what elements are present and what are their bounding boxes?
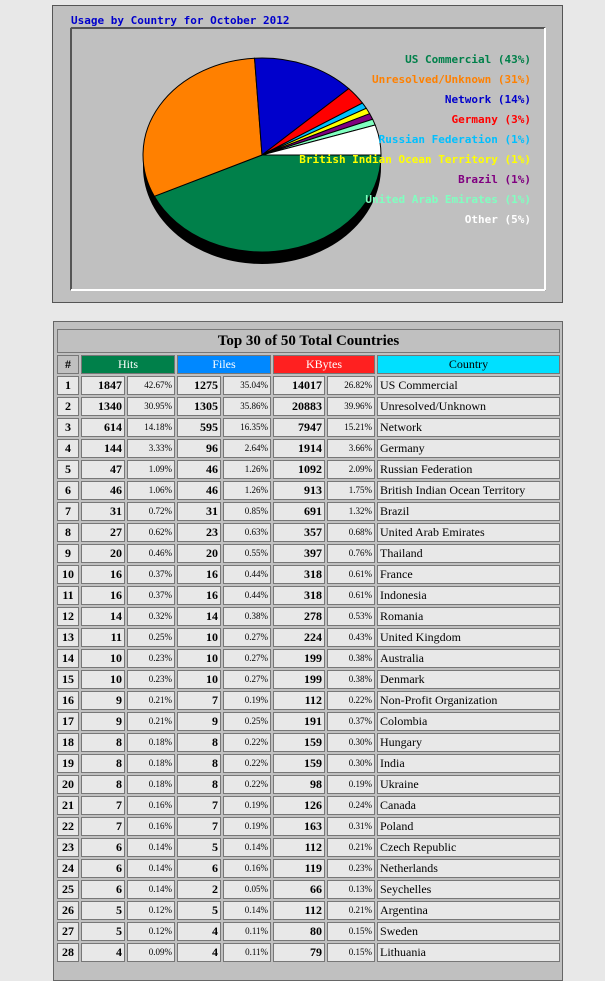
row-hits-pct: 30.95%: [127, 397, 175, 416]
row-files-pct: 0.38%: [223, 607, 271, 626]
row-kbytes: 1914: [273, 439, 325, 458]
row-kbytes-pct: 0.24%: [327, 796, 375, 815]
table-row: [57, 817, 560, 836]
row-rank: 1: [57, 376, 79, 395]
row-files: 1275: [177, 376, 221, 395]
table-row: [57, 838, 560, 857]
row-hits-pct: 42.67%: [127, 376, 175, 395]
row-kbytes-pct: 0.19%: [327, 775, 375, 794]
chart-title: Usage by Country for October 2012: [71, 14, 290, 27]
row-files-pct: 0.22%: [223, 775, 271, 794]
row-kbytes-pct: 0.23%: [327, 859, 375, 878]
table-row: [57, 628, 560, 647]
row-files-pct: 0.16%: [223, 859, 271, 878]
row-hits-pct: 0.23%: [127, 649, 175, 668]
row-rank: 28: [57, 943, 79, 962]
row-rank: 24: [57, 859, 79, 878]
row-country: US Commercial: [377, 376, 560, 395]
row-country: Argentina: [377, 901, 560, 920]
table-row: [57, 481, 560, 500]
row-country: United Kingdom: [377, 628, 560, 647]
row-hits: 614: [81, 418, 125, 437]
row-hits-pct: 0.25%: [127, 628, 175, 647]
row-hits: 6: [81, 880, 125, 899]
row-kbytes: 80: [273, 922, 325, 941]
row-rank: 13: [57, 628, 79, 647]
row-kbytes: 7947: [273, 418, 325, 437]
table-title: Top 30 of 50 Total Countries: [57, 329, 560, 353]
row-kbytes: 278: [273, 607, 325, 626]
row-kbytes-pct: 0.22%: [327, 691, 375, 710]
row-rank: 15: [57, 670, 79, 689]
row-kbytes-pct: 0.30%: [327, 754, 375, 773]
table-row: [57, 859, 560, 878]
table-row: [57, 649, 560, 668]
table-row: [57, 880, 560, 899]
row-country: Ukraine: [377, 775, 560, 794]
table-row: [57, 544, 560, 563]
row-kbytes-pct: 0.61%: [327, 565, 375, 584]
row-kbytes: 98: [273, 775, 325, 794]
row-files: 14: [177, 607, 221, 626]
row-files: 6: [177, 859, 221, 878]
row-rank: 7: [57, 502, 79, 521]
row-files-pct: 0.11%: [223, 922, 271, 941]
row-kbytes-pct: 15.21%: [327, 418, 375, 437]
row-files: 46: [177, 481, 221, 500]
row-country: Sweden: [377, 922, 560, 941]
row-kbytes-pct: 0.61%: [327, 586, 375, 605]
row-files-pct: 0.22%: [223, 754, 271, 773]
row-rank: 21: [57, 796, 79, 815]
row-hits-pct: 0.16%: [127, 796, 175, 815]
row-kbytes: 112: [273, 691, 325, 710]
row-files-pct: 0.05%: [223, 880, 271, 899]
row-files-pct: 0.27%: [223, 670, 271, 689]
row-files: 5: [177, 901, 221, 920]
row-hits-pct: 0.09%: [127, 943, 175, 962]
row-rank: 16: [57, 691, 79, 710]
row-kbytes-pct: 1.32%: [327, 502, 375, 521]
row-country: British Indian Ocean Territory: [377, 481, 560, 500]
row-kbytes: 357: [273, 523, 325, 542]
row-hits-pct: 1.09%: [127, 460, 175, 479]
row-kbytes-pct: 0.68%: [327, 523, 375, 542]
row-country: Denmark: [377, 670, 560, 689]
header-files: Files: [177, 355, 271, 374]
row-rank: 3: [57, 418, 79, 437]
row-kbytes-pct: 0.21%: [327, 838, 375, 857]
row-hits: 8: [81, 754, 125, 773]
row-rank: 2: [57, 397, 79, 416]
table-row: [57, 754, 560, 773]
row-hits: 27: [81, 523, 125, 542]
row-files: 31: [177, 502, 221, 521]
pie-chart: [53, 6, 564, 304]
row-files-pct: 2.64%: [223, 439, 271, 458]
table-row: [57, 691, 560, 710]
row-files: 9: [177, 712, 221, 731]
row-kbytes: 159: [273, 733, 325, 752]
row-hits-pct: 0.12%: [127, 922, 175, 941]
row-country: United Arab Emirates: [377, 523, 560, 542]
row-hits-pct: 0.23%: [127, 670, 175, 689]
row-hits: 10: [81, 649, 125, 668]
row-kbytes-pct: 0.38%: [327, 670, 375, 689]
row-hits: 8: [81, 775, 125, 794]
row-country: Russian Federation: [377, 460, 560, 479]
row-rank: 23: [57, 838, 79, 857]
legend-item: Unresolved/Unknown (31%): [372, 73, 531, 86]
country-table-panel: [53, 321, 563, 981]
row-country: France: [377, 565, 560, 584]
row-files-pct: 1.26%: [223, 481, 271, 500]
row-country: Poland: [377, 817, 560, 836]
table-row: [57, 376, 560, 395]
row-country: Romania: [377, 607, 560, 626]
row-country: Colombia: [377, 712, 560, 731]
row-kbytes-pct: 0.15%: [327, 943, 375, 962]
legend-item: Russian Federation (1%): [378, 133, 531, 146]
row-files-pct: 0.14%: [223, 901, 271, 920]
row-hits-pct: 0.18%: [127, 754, 175, 773]
row-hits-pct: 0.46%: [127, 544, 175, 563]
table-row: [57, 733, 560, 752]
row-files-pct: 0.22%: [223, 733, 271, 752]
row-files-pct: 0.25%: [223, 712, 271, 731]
row-rank: 6: [57, 481, 79, 500]
table-row: [57, 775, 560, 794]
row-kbytes-pct: 0.30%: [327, 733, 375, 752]
row-hits-pct: 3.33%: [127, 439, 175, 458]
table-row: [57, 586, 560, 605]
row-hits-pct: 0.18%: [127, 733, 175, 752]
row-rank: 9: [57, 544, 79, 563]
row-hits: 6: [81, 859, 125, 878]
legend-item: United Arab Emirates (1%): [365, 193, 531, 206]
row-kbytes-pct: 0.76%: [327, 544, 375, 563]
row-hits: 16: [81, 565, 125, 584]
table-row: [57, 607, 560, 626]
row-hits: 144: [81, 439, 125, 458]
row-hits: 6: [81, 838, 125, 857]
row-kbytes: 1092: [273, 460, 325, 479]
row-kbytes-pct: 0.21%: [327, 901, 375, 920]
row-hits-pct: 14.18%: [127, 418, 175, 437]
row-country: Thailand: [377, 544, 560, 563]
row-hits: 14: [81, 607, 125, 626]
row-hits-pct: 0.18%: [127, 775, 175, 794]
row-country: Unresolved/Unknown: [377, 397, 560, 416]
row-files: 4: [177, 922, 221, 941]
row-hits-pct: 0.21%: [127, 691, 175, 710]
row-kbytes: 199: [273, 649, 325, 668]
row-kbytes: 318: [273, 565, 325, 584]
row-kbytes: 397: [273, 544, 325, 563]
header-country: Country: [377, 355, 560, 374]
row-kbytes-pct: 39.96%: [327, 397, 375, 416]
country-usage-chart-panel: [52, 5, 563, 303]
row-hits: 20: [81, 544, 125, 563]
table-row: [57, 439, 560, 458]
row-kbytes: 199: [273, 670, 325, 689]
row-files: 7: [177, 796, 221, 815]
row-rank: 10: [57, 565, 79, 584]
row-files-pct: 1.26%: [223, 460, 271, 479]
row-files-pct: 0.11%: [223, 943, 271, 962]
table-row: [57, 502, 560, 521]
row-hits: 5: [81, 901, 125, 920]
row-files-pct: 0.63%: [223, 523, 271, 542]
row-hits: 4: [81, 943, 125, 962]
row-files: 8: [177, 754, 221, 773]
header-hits: Hits: [81, 355, 175, 374]
row-hits: 10: [81, 670, 125, 689]
row-files: 16: [177, 565, 221, 584]
row-files: 4: [177, 943, 221, 962]
row-files: 8: [177, 775, 221, 794]
table-row: [57, 943, 560, 962]
legend-item: Network (14%): [444, 93, 531, 106]
row-country: Lithuania: [377, 943, 560, 962]
row-hits-pct: 0.16%: [127, 817, 175, 836]
row-files: 23: [177, 523, 221, 542]
row-rank: 5: [57, 460, 79, 479]
row-kbytes: 224: [273, 628, 325, 647]
table-row: [57, 796, 560, 815]
legend-item: Other (5%): [464, 213, 531, 226]
row-hits: 5: [81, 922, 125, 941]
row-rank: 17: [57, 712, 79, 731]
row-country: Canada: [377, 796, 560, 815]
row-kbytes-pct: 0.15%: [327, 922, 375, 941]
row-country: Non-Profit Organization: [377, 691, 560, 710]
row-files-pct: 16.35%: [223, 418, 271, 437]
table-row: [57, 712, 560, 731]
row-files-pct: 0.19%: [223, 796, 271, 815]
row-kbytes-pct: 2.09%: [327, 460, 375, 479]
row-kbytes: 691: [273, 502, 325, 521]
row-kbytes-pct: 3.66%: [327, 439, 375, 458]
table-row: [57, 922, 560, 941]
row-kbytes: 191: [273, 712, 325, 731]
row-files-pct: 0.19%: [223, 817, 271, 836]
row-kbytes-pct: 0.13%: [327, 880, 375, 899]
row-kbytes-pct: 0.43%: [327, 628, 375, 647]
row-hits: 46: [81, 481, 125, 500]
row-kbytes-pct: 1.75%: [327, 481, 375, 500]
row-kbytes: 112: [273, 901, 325, 920]
row-country: Hungary: [377, 733, 560, 752]
row-files-pct: 35.86%: [223, 397, 271, 416]
row-country: Germany: [377, 439, 560, 458]
row-files: 5: [177, 838, 221, 857]
row-rank: 8: [57, 523, 79, 542]
row-kbytes: 126: [273, 796, 325, 815]
row-files-pct: 0.55%: [223, 544, 271, 563]
row-hits: 7: [81, 817, 125, 836]
row-hits-pct: 0.32%: [127, 607, 175, 626]
row-files: 46: [177, 460, 221, 479]
row-hits-pct: 0.62%: [127, 523, 175, 542]
row-kbytes: 14017: [273, 376, 325, 395]
row-hits: 9: [81, 691, 125, 710]
row-hits: 1340: [81, 397, 125, 416]
row-files: 7: [177, 817, 221, 836]
legend-item: Germany (3%): [451, 113, 531, 126]
row-rank: 12: [57, 607, 79, 626]
row-files: 10: [177, 649, 221, 668]
row-kbytes-pct: 0.37%: [327, 712, 375, 731]
row-rank: 18: [57, 733, 79, 752]
row-kbytes: 159: [273, 754, 325, 773]
row-kbytes-pct: 26.82%: [327, 376, 375, 395]
row-rank: 4: [57, 439, 79, 458]
table-row: [57, 523, 560, 542]
row-files-pct: 0.27%: [223, 628, 271, 647]
row-hits-pct: 0.21%: [127, 712, 175, 731]
legend-item: British Indian Ocean Territory (1%): [299, 153, 531, 166]
row-kbytes: 66: [273, 880, 325, 899]
row-country: Seychelles: [377, 880, 560, 899]
row-hits-pct: 0.37%: [127, 565, 175, 584]
row-rank: 27: [57, 922, 79, 941]
row-files: 7: [177, 691, 221, 710]
row-hits: 11: [81, 628, 125, 647]
table-row: [57, 460, 560, 479]
row-files-pct: 0.27%: [223, 649, 271, 668]
row-files: 10: [177, 628, 221, 647]
row-rank: 20: [57, 775, 79, 794]
row-files: 10: [177, 670, 221, 689]
row-country: Czech Republic: [377, 838, 560, 857]
header-rank: #: [57, 355, 79, 374]
row-kbytes: 112: [273, 838, 325, 857]
row-hits-pct: 0.12%: [127, 901, 175, 920]
row-kbytes: 163: [273, 817, 325, 836]
row-rank: 14: [57, 649, 79, 668]
row-hits: 7: [81, 796, 125, 815]
row-rank: 25: [57, 880, 79, 899]
row-files-pct: 0.44%: [223, 565, 271, 584]
row-files-pct: 0.44%: [223, 586, 271, 605]
row-country: Netherlands: [377, 859, 560, 878]
table-row: [57, 901, 560, 920]
row-files-pct: 0.85%: [223, 502, 271, 521]
row-hits: 47: [81, 460, 125, 479]
row-files: 20: [177, 544, 221, 563]
row-files-pct: 0.19%: [223, 691, 271, 710]
row-hits: 9: [81, 712, 125, 731]
row-hits-pct: 0.72%: [127, 502, 175, 521]
legend-item: Brazil (1%): [458, 173, 531, 186]
row-country: India: [377, 754, 560, 773]
row-files: 16: [177, 586, 221, 605]
row-country: Network: [377, 418, 560, 437]
row-files-pct: 0.14%: [223, 838, 271, 857]
row-hits: 8: [81, 733, 125, 752]
row-rank: 19: [57, 754, 79, 773]
row-hits-pct: 0.14%: [127, 859, 175, 878]
row-files: 8: [177, 733, 221, 752]
row-kbytes: 119: [273, 859, 325, 878]
row-hits-pct: 1.06%: [127, 481, 175, 500]
row-kbytes: 913: [273, 481, 325, 500]
row-files: 96: [177, 439, 221, 458]
row-hits: 1847: [81, 376, 125, 395]
table-row: [57, 565, 560, 584]
row-files: 1305: [177, 397, 221, 416]
row-hits-pct: 0.37%: [127, 586, 175, 605]
row-kbytes: 318: [273, 586, 325, 605]
row-files: 595: [177, 418, 221, 437]
header-kbytes: KBytes: [273, 355, 375, 374]
row-kbytes-pct: 0.31%: [327, 817, 375, 836]
row-hits-pct: 0.14%: [127, 838, 175, 857]
row-kbytes: 20883: [273, 397, 325, 416]
row-rank: 11: [57, 586, 79, 605]
row-kbytes-pct: 0.38%: [327, 649, 375, 668]
row-rank: 22: [57, 817, 79, 836]
row-rank: 26: [57, 901, 79, 920]
table-row: [57, 418, 560, 437]
row-files-pct: 35.04%: [223, 376, 271, 395]
country-stats-table: [55, 327, 562, 964]
row-country: Brazil: [377, 502, 560, 521]
table-row: [57, 670, 560, 689]
row-kbytes: 79: [273, 943, 325, 962]
row-country: Australia: [377, 649, 560, 668]
row-kbytes-pct: 0.53%: [327, 607, 375, 626]
row-country: Indonesia: [377, 586, 560, 605]
legend-item: US Commercial (43%): [405, 53, 531, 66]
row-files: 2: [177, 880, 221, 899]
row-hits: 31: [81, 502, 125, 521]
table-row: [57, 397, 560, 416]
row-hits-pct: 0.14%: [127, 880, 175, 899]
row-hits: 16: [81, 586, 125, 605]
